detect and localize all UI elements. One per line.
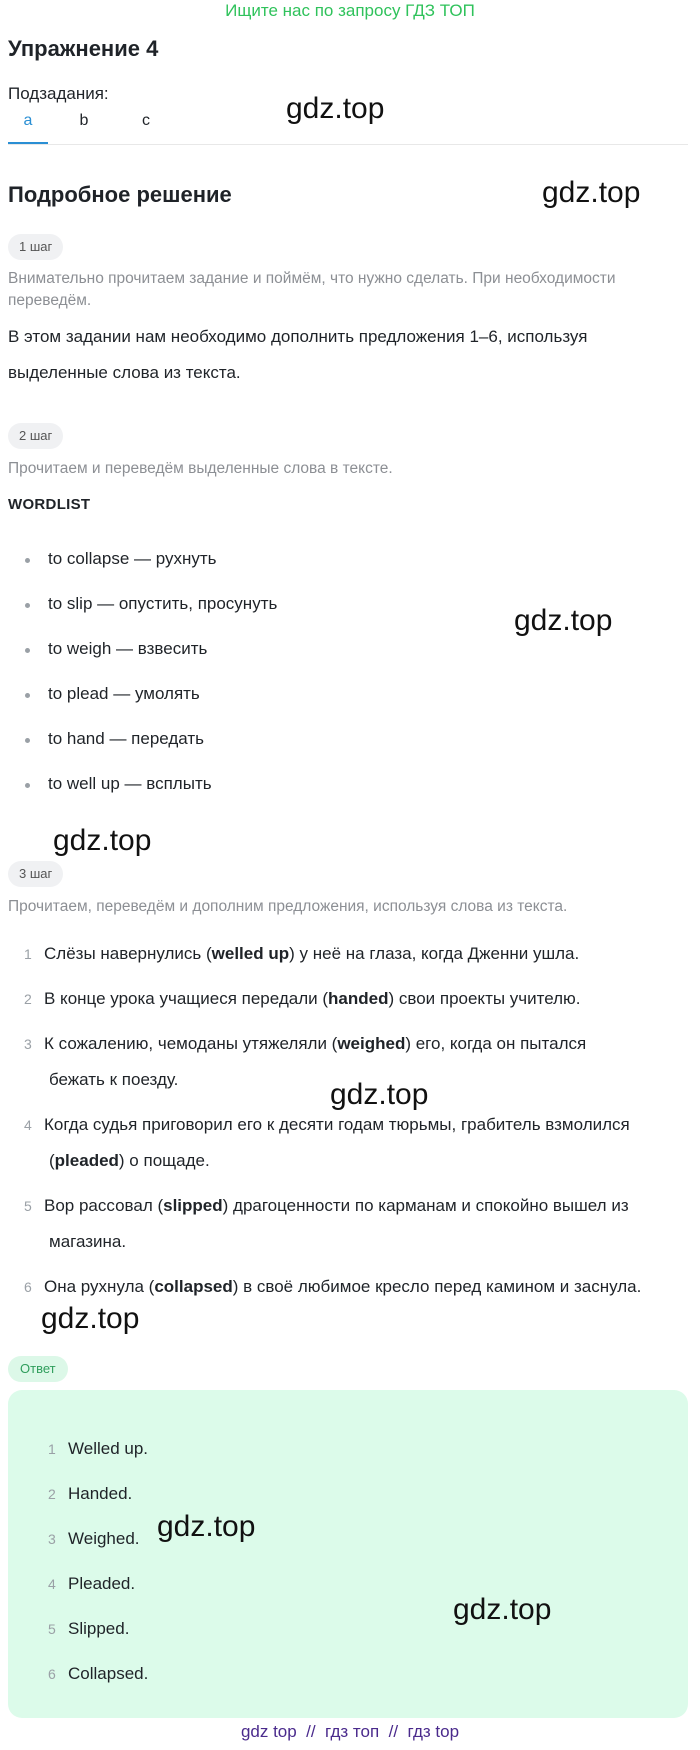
watermark: gdz.top (286, 92, 385, 125)
step-2-description: Прочитаем и переведём выделенные слова в тексте. (8, 460, 393, 477)
wordlist-heading: WORDLIST (8, 496, 91, 513)
watermark: gdz.top (157, 1510, 256, 1543)
search-banner: Ищите нас по запросу ГДЗ ТОП (225, 1, 475, 20)
list-item (32, 1611, 148, 1656)
sentence-text: ) у неё на глаза, когда Дженни ушла. (289, 944, 580, 963)
sentence-text: К сожалению, чемоданы утяжеляли ( (44, 1034, 338, 1053)
answer-badge: Ответ (8, 1356, 68, 1382)
step-3-badge: 3 шаг (8, 861, 63, 887)
sentence-continuation: магазина. (49, 1232, 127, 1251)
watermark: gdz.top (542, 176, 641, 209)
sentence-continuation (44, 1143, 698, 1179)
watermark: gdz.top (41, 1302, 140, 1335)
list-item (32, 1476, 148, 1521)
item-number: 3 (24, 1036, 32, 1052)
answer-text: Collapsed. (68, 1664, 149, 1683)
step-1-text: В этом задании нам необходимо дополнить предложения 1–6, используя выделенные слова из текста. (8, 327, 588, 382)
list-item: to hand — передать (8, 721, 277, 766)
sentence-text: ) свои проекты учителю. (388, 989, 581, 1008)
list-item (32, 1431, 148, 1476)
sentence-text: ( (49, 1151, 55, 1170)
answer-text: Weighed. (68, 1529, 140, 1548)
sentence-text: Вор рассовал ( (44, 1196, 164, 1215)
wordlist (8, 541, 277, 811)
sentence-text: Слёзы навернулись ( (44, 944, 212, 963)
answer-text: Welled up. (68, 1439, 149, 1458)
list-item: to slip — опустить, просунуть (8, 586, 277, 631)
sentence-text: Когда судья приговорил его к десяти годам тюрьмы, грабитель взмолился (44, 1115, 630, 1134)
watermark: gdz.top (453, 1593, 552, 1626)
sentence-list (8, 936, 698, 1314)
step-1-badge: 1 шаг (8, 234, 63, 260)
exercise-title: Упражнение 4 (8, 36, 159, 61)
tabs-divider (8, 144, 688, 145)
item-number: 5 (24, 1198, 32, 1214)
item-number: 6 (24, 1279, 32, 1295)
answer-word: pleaded (54, 1151, 119, 1170)
item-number: 4 (48, 1576, 56, 1592)
step-2-badge: 2 шаг (8, 423, 63, 449)
tab-a[interactable]: a (8, 112, 48, 144)
answer-text: Handed. (68, 1484, 133, 1503)
subtasks-label: Подзадания: (8, 84, 109, 103)
item-number: 1 (24, 946, 32, 962)
list-item (8, 1107, 698, 1188)
list-item: to well up — всплыть (8, 766, 277, 811)
answer-text: Pleaded. (68, 1574, 136, 1593)
subtask-tabs (8, 112, 172, 144)
sentence-continuation: бежать к поезду. (49, 1070, 179, 1089)
step-3-description: Прочитаем, переведём и дополним предложения, используя слова из текста. (8, 898, 568, 915)
sentence-text: ) в своё любимое кресло перед камином и заснула. (232, 1277, 642, 1296)
answer-word: welled up (211, 944, 290, 963)
answer-text: Slipped. (68, 1619, 130, 1638)
sentence-text: В конце урока учащиеся передали ( (44, 989, 329, 1008)
list-item (8, 981, 698, 1026)
list-item (8, 936, 698, 981)
tab-c[interactable]: c (142, 112, 150, 129)
watermark: gdz.top (514, 604, 613, 637)
answer-word: slipped (163, 1196, 223, 1215)
sentence-text: ) его, когда он пытался (405, 1034, 587, 1053)
list-item: to weigh — взвесить (8, 631, 277, 676)
list-item (8, 1188, 698, 1269)
footer-links: gdz top // гдз топ // гдз top (240, 1722, 460, 1741)
answer-word: collapsed (154, 1277, 233, 1296)
section-title: Подробное решение (8, 182, 232, 207)
item-number: 2 (48, 1486, 56, 1502)
list-item (32, 1566, 148, 1611)
list-item: to plead — умолять (8, 676, 277, 721)
answer-word: handed (328, 989, 389, 1008)
item-number: 6 (48, 1666, 56, 1682)
answer-word: weighed (337, 1034, 406, 1053)
item-number: 2 (24, 991, 32, 1007)
item-number: 3 (48, 1531, 56, 1547)
watermark: gdz.top (330, 1078, 429, 1111)
answer-list (32, 1431, 148, 1701)
item-number: 1 (48, 1441, 56, 1457)
list-item: to collapse — рухнуть (8, 541, 277, 586)
tab-b[interactable]: b (79, 112, 89, 129)
list-item (32, 1521, 148, 1566)
list-item (32, 1656, 148, 1701)
step-1-description: Внимательно прочитаем задание и поймём, что нужно сделать. При необходимости переведём. (8, 270, 616, 309)
sentence-text: ) о пощаде. (118, 1151, 210, 1170)
item-number: 5 (48, 1621, 56, 1637)
sentence-text: ) драгоценности по карманам и спокойно вышел из (222, 1196, 629, 1215)
item-number: 4 (24, 1117, 32, 1133)
watermark: gdz.top (53, 824, 152, 857)
sentence-text: Она рухнула ( (44, 1277, 155, 1296)
